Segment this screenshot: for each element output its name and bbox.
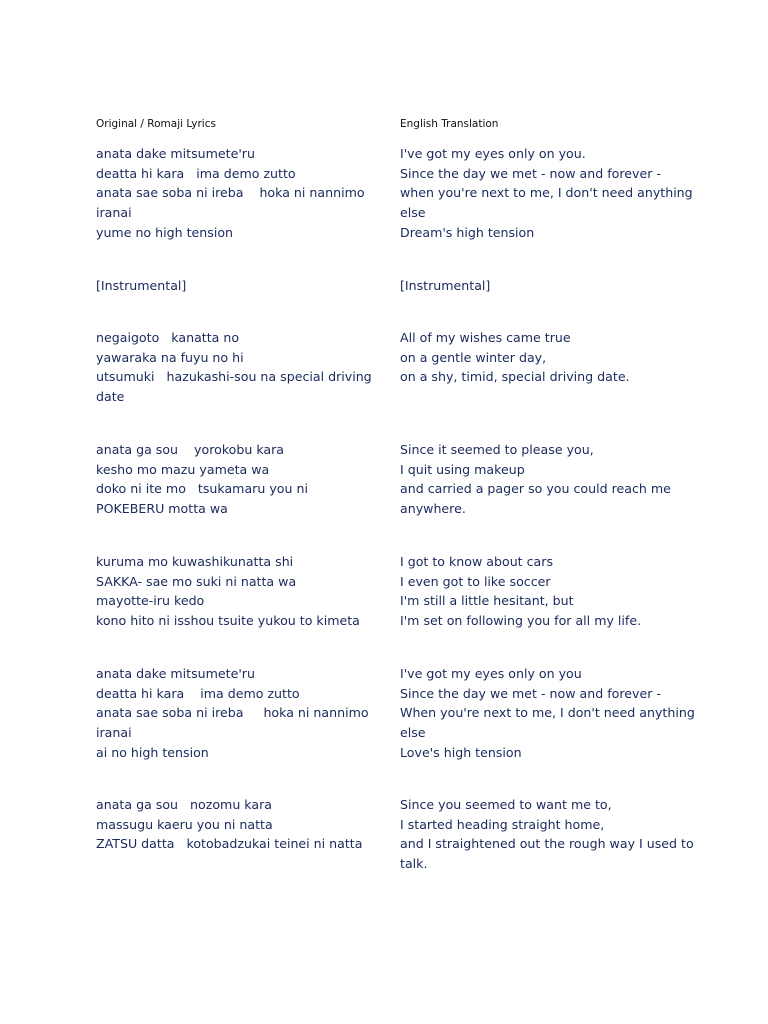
translation-stanza-6 bbox=[400, 664, 700, 763]
lyric-line: ZATSU datta kotobadzukai teinei ni natta bbox=[96, 836, 363, 852]
romaji-stanza-7 bbox=[96, 795, 362, 854]
translation-stanza-3 bbox=[400, 328, 630, 387]
translation-header: English Translation bbox=[400, 118, 499, 130]
lyric-line: deatta hi kara ima demo zutto bbox=[96, 165, 296, 181]
lyric-line: Since you seemed to want me to, bbox=[400, 797, 612, 812]
lyric-line: and I straightened out the rough way I used to talk. bbox=[400, 836, 698, 872]
lyric-line: I even got to like soccer bbox=[400, 573, 551, 589]
lyric-line: [Instrumental] bbox=[400, 278, 491, 293]
lyric-line: Since the day we met - now and forever - bbox=[400, 685, 661, 701]
translation-stanza-1 bbox=[400, 144, 700, 243]
lyric-line: Love's high tension bbox=[400, 744, 522, 760]
romaji-stanza-5 bbox=[96, 552, 360, 631]
lyric-line: when you're next to me, I don't need anything else bbox=[400, 185, 697, 221]
lyric-line: Dream's high tension bbox=[400, 224, 535, 240]
lyric-line: and carried a pager so you could reach me anywhere. bbox=[400, 481, 675, 517]
lyric-line: I got to know about cars bbox=[400, 554, 554, 569]
translation-stanza-4 bbox=[400, 440, 700, 519]
lyric-line: kesho mo mazu yameta wa bbox=[96, 461, 270, 477]
lyric-line: on a gentle winter day, bbox=[400, 349, 547, 365]
lyric-line: negaigoto kanatta no bbox=[96, 330, 240, 345]
translation-stanza-5 bbox=[400, 552, 641, 631]
lyric-line: yume no high tension bbox=[96, 224, 234, 240]
translation-stanza-7 bbox=[400, 795, 700, 874]
translation-stanza-2 bbox=[400, 276, 490, 296]
lyric-line: [Instrumental] bbox=[96, 278, 187, 293]
lyric-line: When you're next to me, I don't need anything else bbox=[400, 705, 699, 741]
lyric-line: anata dake mitsumete'ru bbox=[96, 666, 255, 681]
lyric-line: I've got my eyes only on you. bbox=[400, 146, 586, 161]
romaji-stanza-6 bbox=[96, 664, 388, 763]
lyric-line: I've got my eyes only on you bbox=[400, 666, 582, 681]
lyric-line: mayotte-iru kedo bbox=[96, 593, 205, 609]
lyric-line: massugu kaeru you ni natta bbox=[96, 816, 273, 832]
lyric-line: ai no high tension bbox=[96, 744, 209, 760]
romaji-header: Original / Romaji Lyrics bbox=[96, 118, 216, 130]
lyric-line: All of my wishes came true bbox=[400, 330, 571, 345]
lyric-line: SAKKA- sae mo suki ni natta wa bbox=[96, 573, 297, 589]
romaji-stanza-2 bbox=[96, 276, 186, 296]
lyric-line: anata sae soba ni ireba hoka ni nannimo iranai bbox=[96, 705, 373, 741]
lyric-line: Since it seemed to please you, bbox=[400, 442, 594, 457]
lyric-line: anata dake mitsumete'ru bbox=[96, 146, 255, 161]
lyric-line: I started heading straight home, bbox=[400, 816, 605, 832]
lyric-line: yawaraka na fuyu no hi bbox=[96, 349, 244, 365]
lyric-line: anata ga sou yorokobu kara bbox=[96, 442, 285, 457]
lyric-line: Since the day we met - now and forever - bbox=[400, 165, 661, 181]
lyric-line: kono hito ni isshou tsuite yukou to kimeta bbox=[96, 613, 360, 629]
romaji-stanza-1 bbox=[96, 144, 388, 243]
lyric-line: kuruma mo kuwashikunatta shi bbox=[96, 554, 294, 569]
lyric-line: anata sae soba ni ireba hoka ni nannimo iranai bbox=[96, 185, 369, 221]
lyric-line: I'm set on following you for all my life. bbox=[400, 613, 642, 629]
romaji-stanza-3 bbox=[96, 328, 388, 407]
romaji-stanza-4 bbox=[96, 440, 388, 519]
lyric-line: deatta hi kara ima demo zutto bbox=[96, 685, 300, 701]
lyric-line: anata ga sou nozomu kara bbox=[96, 797, 272, 812]
lyric-line: I quit using makeup bbox=[400, 461, 525, 477]
lyric-line: doko ni ite mo tsukamaru you ni POKEBERU motta wa bbox=[96, 481, 320, 517]
lyric-line: I'm still a little hesitant, but bbox=[400, 593, 574, 609]
lyric-line: on a shy, timid, special driving date. bbox=[400, 369, 630, 385]
lyric-line: utsumuki hazukashi-sou na special driving date bbox=[96, 369, 376, 405]
